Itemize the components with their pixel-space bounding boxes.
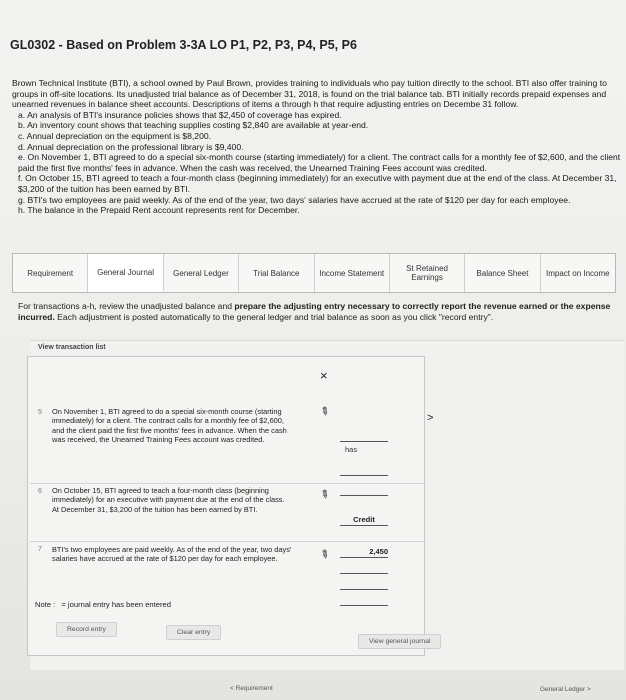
- tab-trial-balance[interactable]: Trial Balance: [239, 254, 314, 292]
- tab-general-ledger[interactable]: General Ledger: [164, 254, 239, 292]
- problem-item-f: f. On October 15, BTI agreed to teach a four-month class (beginning immediately) for an executive with payment due at the end of the class. At December 31, $3,200 of the tuition has been earned by BTI.: [18, 173, 617, 194]
- problem-item-h: h. The balance in the Prepaid Rent account represents rent for December.: [18, 205, 300, 216]
- credit-column-header: Credit: [340, 514, 388, 526]
- tab-income-statement[interactable]: Income Statement: [315, 254, 390, 292]
- close-icon[interactable]: ×: [320, 368, 328, 383]
- problem-item-b: b. An inventory count shows that teaching supplies costing $2,840 are available at year-end.: [18, 120, 369, 131]
- note-label: Note :: [35, 600, 56, 609]
- instructions-bold: prepare the adjusting entry necessary to correctly report the revenue earned or the expense incurred.: [18, 301, 611, 322]
- side-text: has: [345, 445, 358, 454]
- chevron-right-icon[interactable]: >: [427, 412, 434, 424]
- row-divider: [30, 541, 424, 542]
- instructions: [18, 301, 623, 322]
- prev-nav-label: Requirement: [235, 685, 273, 692]
- problem-intro: Brown Technical Institute (BTI), a school owned by Paul Brown, provides training to individuals who pay tuition directly to the school. BTI also offer training to groups in off-site locations. Its unadjusted trial balance as of December 31, 2018, is found on the trial balance tab. BTI initially records prepaid expenses and unearned revenues in balance sheet accounts. Descriptions of items a through h that require adjusting entries on Decembe 31 follow.: [12, 78, 607, 110]
- problem-item-d: d. Annual depreciation on the professional library is $9,400.: [18, 141, 244, 152]
- transaction-number: 7: [38, 546, 42, 553]
- tab-general-journal[interactable]: General Journal: [88, 254, 163, 292]
- edit-pencil-icon[interactable]: ✎: [317, 487, 332, 503]
- entry-field[interactable]: [340, 578, 388, 590]
- prev-nav[interactable]: [230, 685, 273, 692]
- record-entry-button[interactable]: Record entry: [56, 622, 117, 637]
- transaction-text: On November 1, BTI agreed to do a special six-month course (starting immediately) for a client. The contract calls for a monthly fee of $2,600, and the client paid the first five months' fees in advance. When the cash was received, the Unearned Training Fees account was credited.: [52, 407, 287, 445]
- amount-field[interactable]: 2,450: [340, 546, 388, 558]
- instructions-pre: For transactions a-h, review the unadjusted balance and: [18, 301, 235, 311]
- transaction-text: BTI's two employees are paid weekly. As of the end of the year, two days' salaries have accrued at the rate of $120 per day for each employee.: [52, 545, 292, 564]
- note-text: = journal entry has been entered: [61, 600, 171, 609]
- problem-item-g: g. BTI's two employees are paid weekly. As of the end of the year, two days' salaries have accrued at the rate of $120 per day for each employee.: [18, 194, 571, 205]
- tab-balance-sheet[interactable]: Balance Sheet: [465, 254, 540, 292]
- tab-retained-earnings[interactable]: St Retained Earnings: [390, 254, 465, 292]
- page-title: GL0302 - Based on Problem 3-3A LO P1, P2, P3, P4, P5, P6: [10, 38, 357, 52]
- entry-field[interactable]: [340, 594, 388, 606]
- entry-field[interactable]: [340, 562, 388, 574]
- next-nav-label: General Ledger: [540, 686, 586, 693]
- clear-entry-button[interactable]: Clear entry: [166, 625, 221, 640]
- tab-requirement[interactable]: Requirement: [13, 254, 88, 292]
- problem-item-e: e. On November 1, BTI agreed to do a special six-month course (starting immediately) for a client. The contract calls for a monthly fee of $2,600, and the client paid the first five months' fees in advance. When the cash was received, the Unearned Training Fees account was credited.: [18, 152, 621, 173]
- tab-impact-on-income[interactable]: Impact on Income: [546, 268, 610, 278]
- view-general-journal-button[interactable]: View general journal: [358, 634, 441, 649]
- entry-field[interactable]: [340, 484, 388, 496]
- problem-text: [12, 78, 624, 216]
- edit-pencil-icon[interactable]: ✎: [317, 547, 332, 563]
- transaction-number: 6: [38, 488, 42, 495]
- edit-pencil-icon[interactable]: ✎: [317, 404, 332, 420]
- chevron-right-icon: >: [585, 686, 591, 693]
- next-nav[interactable]: [540, 686, 591, 693]
- problem-item-c: c. Annual depreciation on the equipment is $8,200.: [18, 130, 212, 141]
- instructions-post: Each adjustment is posted automatically to the general ledger and trial balance as soon as you click "record entry".: [54, 311, 494, 322]
- entry-field[interactable]: [340, 464, 388, 476]
- transaction-number: 5: [38, 409, 42, 416]
- transaction-text: On October 15, BTI agreed to teach a four-month class (beginning immediately) for an executive with payment due at the end of the class. At December 31, $3,200 of the tuition has been earned by BTI.: [52, 486, 285, 514]
- entry-field[interactable]: [340, 430, 388, 442]
- chevron-left-icon: <: [230, 685, 236, 692]
- tab-bar: [12, 253, 616, 293]
- problem-item-a: a. An analysis of BTI's insurance policies shows that $2,450 of coverage has expired.: [18, 109, 342, 120]
- view-transaction-list-label[interactable]: View transaction list: [38, 344, 106, 351]
- note: [35, 600, 171, 609]
